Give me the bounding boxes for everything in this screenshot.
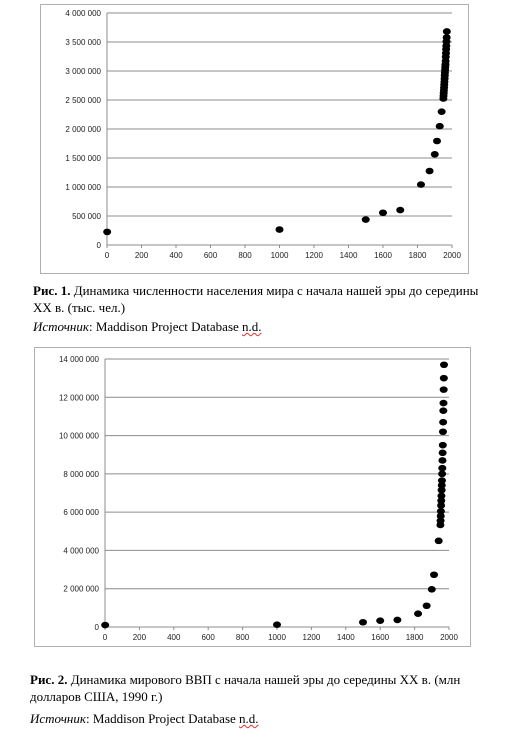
data-point (436, 123, 444, 130)
data-point (101, 622, 109, 629)
x-tick-label: 800 (238, 251, 252, 260)
figure2-source-text: : Maddison Project Database (85, 711, 240, 726)
data-point (393, 617, 401, 624)
x-tick-label: 800 (235, 633, 250, 642)
x-tick-label: 600 (201, 633, 215, 642)
data-point (439, 407, 447, 414)
figure1-source-label: Источник (33, 319, 89, 334)
figure2-source-tail: n.d. (239, 711, 259, 726)
y-tick-label: 8 000 000 (63, 469, 99, 479)
gdp-chart (34, 347, 471, 647)
data-point (439, 400, 447, 407)
figure2-source (30, 710, 259, 727)
y-tick-label: 1 500 000 (65, 154, 101, 163)
data-point (439, 428, 447, 435)
data-point (379, 209, 387, 216)
data-point (276, 226, 284, 233)
x-tick-label: 1400 (339, 251, 358, 260)
data-point (443, 28, 451, 35)
data-point (430, 571, 438, 578)
data-point (423, 602, 431, 609)
data-point (438, 477, 446, 484)
y-tick-label: 1 000 000 (65, 183, 101, 192)
figure1-source (33, 318, 262, 335)
data-point (428, 586, 436, 593)
data-point (376, 617, 384, 624)
figure2-source-label: Источник (30, 711, 86, 726)
y-tick-label: 4 000 000 (65, 9, 101, 18)
x-tick-label: 0 (104, 251, 110, 260)
data-point (437, 493, 445, 500)
data-point (439, 442, 447, 449)
data-point (439, 450, 447, 457)
y-tick-label: 6 000 000 (63, 508, 99, 518)
x-tick-label: 600 (203, 251, 218, 260)
x-tick-label: 1600 (371, 633, 390, 642)
y-tick-label: 12 000 000 (58, 393, 99, 403)
y-tick-label: 500 000 (72, 212, 101, 221)
x-tick-label: 2000 (440, 633, 458, 642)
data-point (438, 108, 446, 115)
figure1-caption-label: Рис. 1. (33, 283, 71, 298)
figure2-caption-label: Рис. 2. (30, 672, 68, 687)
data-point (438, 471, 446, 478)
x-tick-label: 400 (167, 633, 181, 642)
x-tick-label: 1800 (405, 633, 424, 642)
x-tick-label: 1800 (408, 251, 427, 260)
population-chart (40, 4, 469, 274)
data-point (414, 610, 422, 617)
figure1-caption-text: Динамика численности населения мира с начала нашей эры до середины XX в. (тыс. чел.) (33, 283, 479, 315)
y-tick-label: 2 000 000 (65, 125, 101, 134)
y-tick-label: 10 000 000 (58, 431, 99, 441)
x-tick-label: 200 (132, 633, 147, 642)
data-point (103, 229, 111, 236)
y-tick-label: 14 000 000 (58, 355, 99, 364)
data-point (396, 207, 404, 214)
data-point (438, 465, 446, 472)
x-tick-label: 400 (169, 251, 183, 260)
y-tick-label: 2 000 000 (63, 584, 99, 594)
x-tick-label: 2000 (443, 251, 461, 260)
data-point (435, 538, 443, 545)
data-point (440, 386, 448, 393)
data-point (440, 361, 448, 368)
figure1-caption (33, 282, 483, 316)
figure2-caption (30, 671, 485, 705)
data-point (443, 34, 451, 41)
y-tick-label: 3 500 000 (65, 38, 101, 47)
y-tick-label: 4 000 000 (63, 546, 99, 556)
data-point (440, 375, 448, 382)
x-tick-label: 1200 (305, 251, 323, 260)
data-point (439, 419, 447, 426)
x-tick-label: 200 (134, 251, 149, 260)
data-point (359, 619, 367, 626)
x-tick-label: 1000 (268, 633, 286, 642)
population-chart-svg (41, 5, 470, 275)
data-point (426, 168, 434, 175)
data-point (433, 138, 441, 145)
x-tick-label: 1200 (302, 633, 321, 642)
y-tick-label: 3 000 000 (65, 67, 101, 76)
data-point (417, 181, 425, 188)
gdp-chart-svg (35, 348, 472, 648)
data-point (437, 508, 445, 515)
y-tick-label: 0 (96, 241, 101, 250)
y-tick-label: 0 (94, 623, 99, 632)
data-point (438, 457, 446, 464)
data-point (362, 216, 370, 223)
x-tick-label: 1000 (270, 251, 289, 260)
data-point (431, 151, 439, 158)
y-tick-label: 2 500 000 (65, 96, 101, 105)
x-tick-label: 1400 (336, 633, 355, 642)
x-tick-label: 1600 (374, 251, 392, 260)
figure1-source-text: : Maddison Project Database (88, 319, 243, 334)
figure1-source-tail: n.d. (242, 319, 262, 334)
figure2-caption-text: Динамика мирового ВВП с начала нашей эры до середины XX в. (млн долларов США, 1990 г.) (30, 672, 461, 704)
data-point (273, 621, 281, 628)
x-tick-label: 0 (102, 633, 108, 642)
